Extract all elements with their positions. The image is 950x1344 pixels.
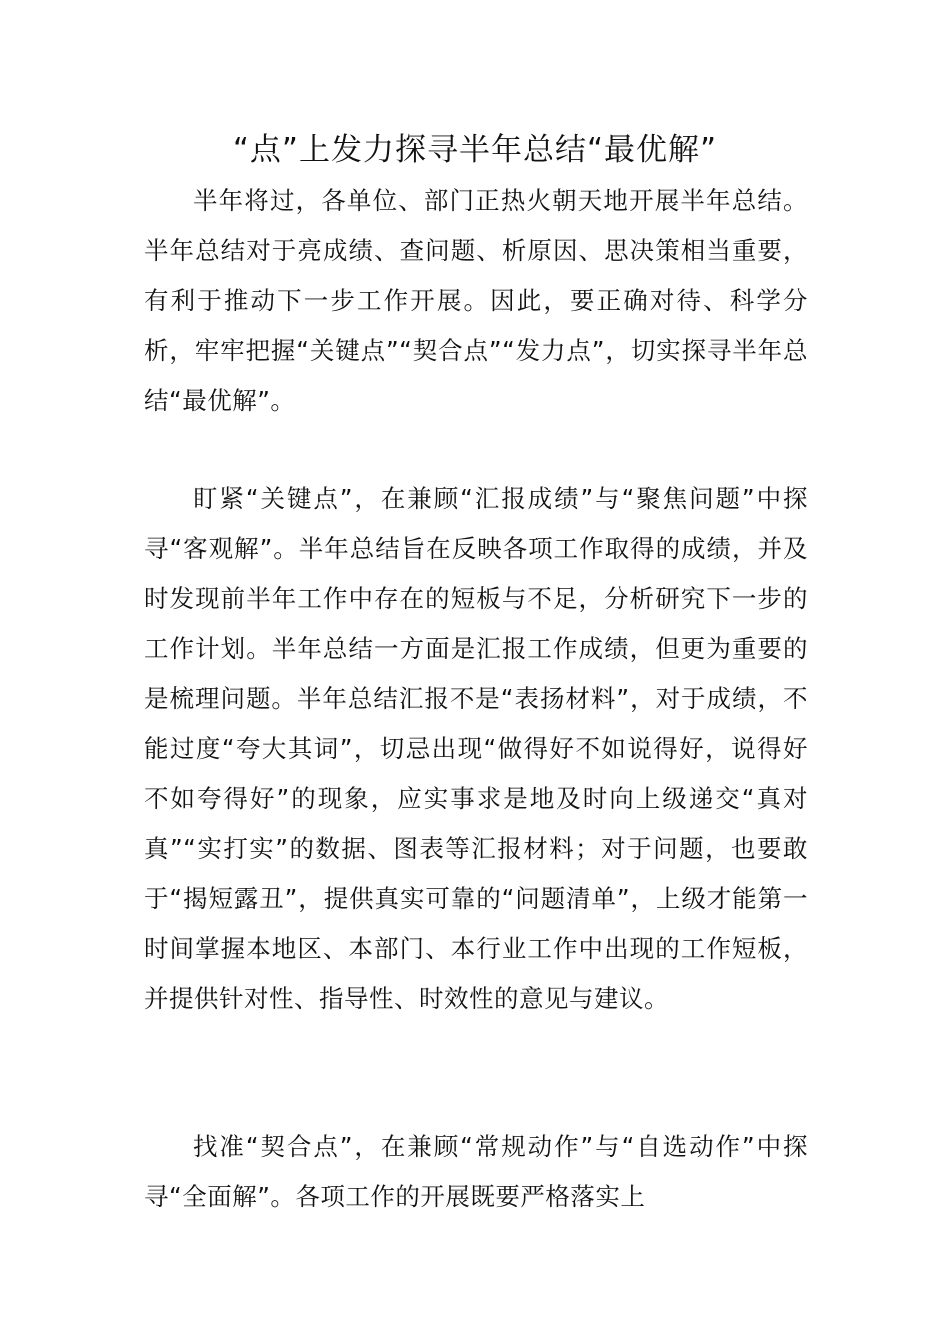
document-title: “点”上发力探寻半年总结“最优解”: [232, 132, 718, 168]
paragraph-fit-point: 找准“契合点”，在兼顾“常规动作”与“自选动作”中探寻“全面解”。各项工作的开展既要严格落实上: [144, 1132, 808, 1211]
paragraph-intro: 半年将过，各单位、部门正热火朝天地开展半年总结。半年总结对于亮成绩、查问题、析原因、思决策相当重要，有利于推动下一步工作开展。因此，要正确对待、科学分析，牢牢把握“关键点”“契合点”“发力点”，切实探寻半年总结“最优解”。: [144, 186, 808, 415]
paragraph-key-point: 盯紧“关键点”，在兼顾“汇报成绩”与“聚焦问题”中探寻“客观解”。半年总结旨在反映各项工作取得的成绩，并及时发现前半年工作中存在的短板与不足，分析研究下一步的工作计划。半年总结一方面是汇报工作成绩，但更为重要的是梳理问题。半年总结汇报不是“表扬材料”，对于成绩，不能过度“夸大其词”，切忌出现“做得好不如说得好，说得好不如夸得好”的现象，应实事求是地及时向上级递交“真对真”“实打实”的数据、图表等汇报材料；对于问题，也要敢于“揭短露丑”，提供真实可靠的“问题清单”，上级才能第一时间掌握本地区、本部门、本行业工作中出现的工作短板，并提供针对性、指导性、时效性的意见与建议。: [144, 484, 808, 1013]
